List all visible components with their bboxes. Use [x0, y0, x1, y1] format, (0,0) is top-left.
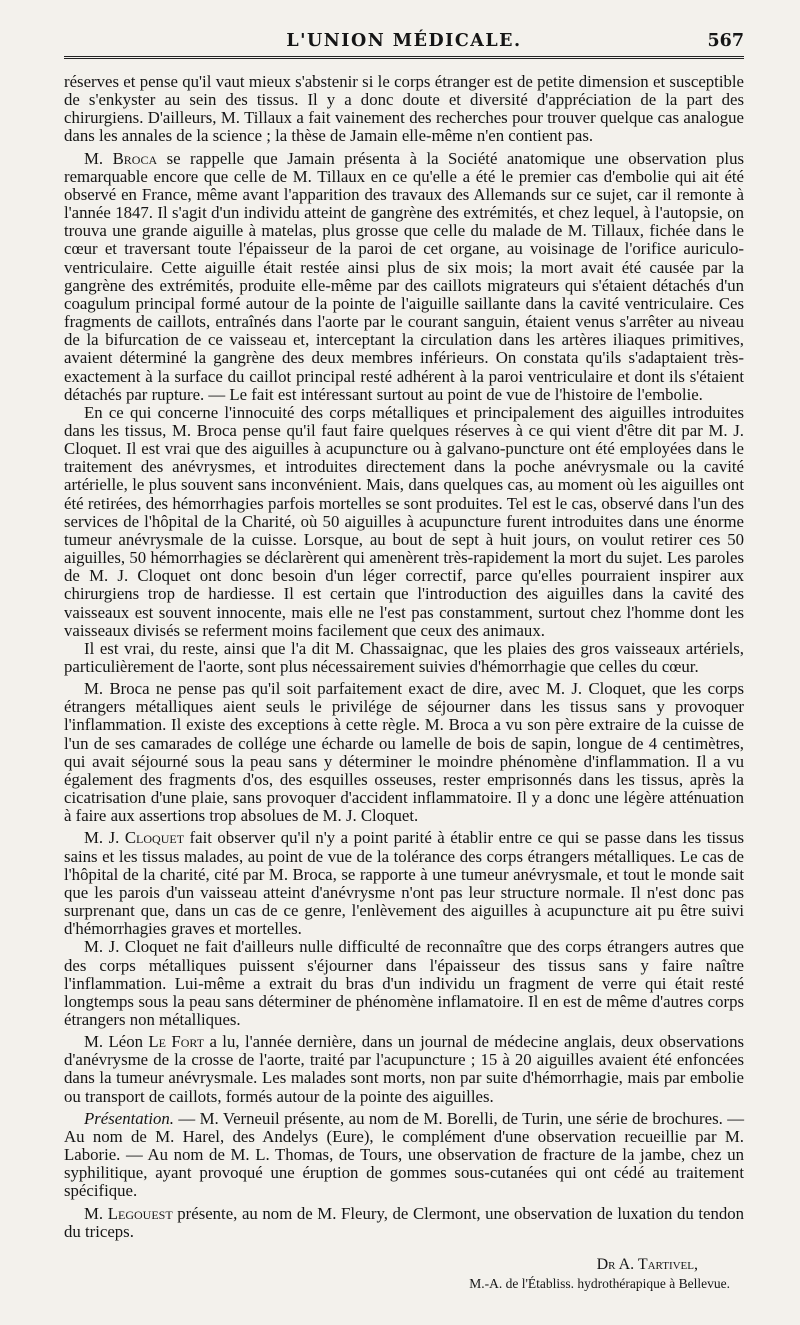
journal-title: L'UNION MÉDICALE.: [286, 31, 522, 51]
paragraph: [64, 640, 744, 676]
paragraph: [64, 404, 744, 640]
page-header: [64, 30, 744, 59]
page-number: 567: [707, 31, 744, 51]
paragraph-text: fait observer qu'il n'y a point parité à établir entre ce qui se passe dans les tissus sains et les tissus malades, au point de vue de la tolérance des corps étrangers métalliques. Le cas de l'hôpital de la charité, cité par M. Broca, se rapporte à une tumeur anévrysmale, et tout le monde sait que les parois d'un vaisseau atteint d'anévrysme n'ont pas leur structure normale. Il n'est donc pas surprenant que, dans un cas de ce genre, l'enlèvement des aiguilles à acupuncture ait pu être suivi d'hémorrhagies graves et mortelles.: [64, 828, 745, 939]
speaker-prefix: M.: [84, 148, 113, 168]
paragraph: [64, 1205, 744, 1241]
paragraph-text: présente, au nom de M. Fleury, de Clermont, une observation de luxation du tendon du triceps.: [64, 1203, 745, 1241]
paragraph: [64, 680, 744, 825]
signature-block: [64, 1255, 744, 1293]
paragraph-text: réserves et pense qu'il vaut mieux s'abstenir si le corps étranger est de petite dimension et susceptible de s'enkyster au sein des tissus. Il y a donc doute et diversité d'appréciation de la part des chirurgiens. D'ailleurs, M. Tillaux a fait vainement des recherches pour trouver quelque cas analogue dans les annales de la science ; la thèse de Jamain elle-même n'en contient pas.: [64, 72, 744, 146]
paragraph: [64, 73, 744, 146]
speaker-name: Cloquet: [124, 828, 185, 848]
paragraph-text: En ce qui concerne l'innocuité des corps métalliques et principalement des aiguilles introduites dans les tissus, M. Broca pense qu'il faut faire quelques réserves à ce qui vient d'être dit par M. J. Cloquet. Il est vrai que des aiguilles à acupuncture ou à galvano-puncture ont été employées dans le traitement des anévrysmes, et introduites directement dans la poche anévrysmale ou la cavité artérielle, le plus souvent sans inconvénient. Mais, dans quelques cas, au moment où les aiguilles ont été retirées, des hémorrhagies parfois mortelles se sont produites. Tel est le cas, observé dans l'un des services de l'hôpital de la Charité, où 50 aiguilles à acupuncture furent introduites dans une énorme tumeur anévrysmale de la cuisse. Lorsque, au bout de sept à huit jours, on voulut retirer ces 50 aiguilles, 50 hémorrhagies se déclarèrent qui amenèrent très-rapidement la mort du sujet. Les paroles de M. J. Cloquet ont donc besoin d'un léger correctif, parce qu'elles pourraient inspirer aux chirurgiens trop de hardiesse. Il est certain que l'introduction des aiguilles dans la cavité des vaisseaux est souvent innocente, mais elle ne l'est pas constamment, surtout chez l'homme dont les vaisseaux divisés se referment moins facilement que ceux des animaux.: [64, 402, 744, 640]
paragraph-text: Il est vrai, du reste, ainsi que l'a dit M. Chassaignac, que les plaies des gros vaisseaux artériels, particulièrement de l'aorte, sont plus nécessairement suivies d'hémorrhagie que celles du cœur.: [64, 638, 744, 676]
speaker-prefix: M. Léon: [84, 1032, 149, 1052]
paragraph-text: se rappelle que Jamain présenta à la Société anatomique une observation plus remarquable encore que celle de M. Tillaux en ce qu'elle a été le premier cas d'embolie qui ait été observé en France, même avant l'apparition des travaux des Allemands sur ce sujet, car il remonte à l'année 1847. Il s'agit d'un individu atteint de gangrène des extrémités, et chez lequel, à l'autopsie, on trouva une grande aiguille à matelas, plus grosse que celle du malade de M. Tillaux, fichée dans le cœur et traversant toute l'épaisseur de la paroi de cet organe, au voisinage de l'orifice auriculo-ventriculaire. Cette aiguille était restée ainsi plus de six mois; la mort avait été causée par la gangrène des extrémités, produite elle-même par des caillots migrateurs qui s'étaient détachés d'un coagulum principal formé autour de la pointe de l'aiguille saillante dans la cavité ventriculaire. Ces fragments de caillots, entraînés dans l'aorte par le courant sanguin, étaient venus s'arrêter au niveau de la bifurcation de ce vaisseau et, interceptant la circulation dans les artères iliaques primitives, avaient déterminé la gangrène des deux membres inférieurs. On constata qu'ils s'adaptaient très-exactement à la surface du caillot principal resté adhérent à la paroi ventriculaire et dont ils s'étaient détachés par rupture. — Le fait est intéressant surtout au point de vue de l'histoire de l'embolie.: [64, 148, 744, 404]
section-label: Présentation.: [84, 1108, 174, 1128]
speaker-name: Legouest: [107, 1203, 173, 1223]
paragraph: [64, 150, 744, 404]
article-body: [64, 73, 744, 1241]
paragraph-text: — M. Verneuil présente, au nom de M. Borelli, de Turin, une série de brochures. — Au nom de M. Harel, des Andelys (Eure), le complément d'une observation recueillie par M. Laborie. — Au nom de M. L. Thomas, de Tours, une observation de fracture de la jambe, chez un syphilitique, ayant provoqué une éruption de gommes sous-cutanées qui ont cédé au traitement spécifique.: [64, 1108, 744, 1201]
paragraph-text: M. Broca ne pense pas qu'il soit parfaitement exact de dire, avec M. J. Cloquet, que les corps étrangers métalliques aient seuls le privilége de séjourner dans les tissus sans y provoquer l'inflammation. Il existe des exceptions à cette règle. M. Broca a vu son père extraire de la cuisse de l'un de ses camarades de collége une écharde ou lamelle de bois de sapin, longue de 4 centimètres, qui avait séjourné sous la peau sans y déterminer le moindre phénomène d'inflammation. Il a vu également des fragments d'os, des esquilles osseuses, rester emprisonnés dans les tissus, après la cicatrisation d'une plaie, sans provoquer d'accident inflammatoire. Il y a donc une légère atténuation à faire aux assertions trop absolues de M. J. Cloquet.: [64, 679, 744, 826]
speaker-prefix: M.: [84, 1203, 108, 1223]
speaker-name: Broca: [112, 148, 158, 168]
author-name: Dr A. Tartivel,: [596, 1255, 698, 1273]
paragraph: [64, 938, 744, 1029]
speaker-name: Le Fort: [148, 1032, 205, 1052]
paragraph: [64, 1110, 744, 1201]
paragraph-text: a lu, l'année dernière, dans un journal de médecine anglais, deux observations d'anévrysme de la crosse de l'aorte, traité par l'acupuncture ; 15 à 20 aiguilles avaient été enfoncées dans la tumeur anévrysmale. Les malades sont morts, non par suite d'hémorrhagie, mais par embolie ou transport de caillots, formés autour de la pointe des aiguilles.: [64, 1032, 744, 1106]
paragraph: [64, 829, 744, 938]
paragraph-text: M. J. Cloquet ne fait d'ailleurs nulle difficulté de reconnaître que des corps étrangers autres que des corps métalliques puissent s'éjourner dans l'épaisseur des tissus sans y faire naître l'inflammation. Lui-même a extrait du bras d'un individu un fragment de verre qui était resté longtemps sous la peau sans déterminer de phénomène inflamatoire. Il en est de même d'autres corps étrangers non métalliques.: [64, 937, 744, 1029]
paragraph: [64, 1033, 744, 1106]
speaker-prefix: M. J.: [84, 828, 125, 848]
author-affiliation: M.-A. de l'Établiss. hydrothérapique à Bellevue.: [469, 1275, 730, 1291]
